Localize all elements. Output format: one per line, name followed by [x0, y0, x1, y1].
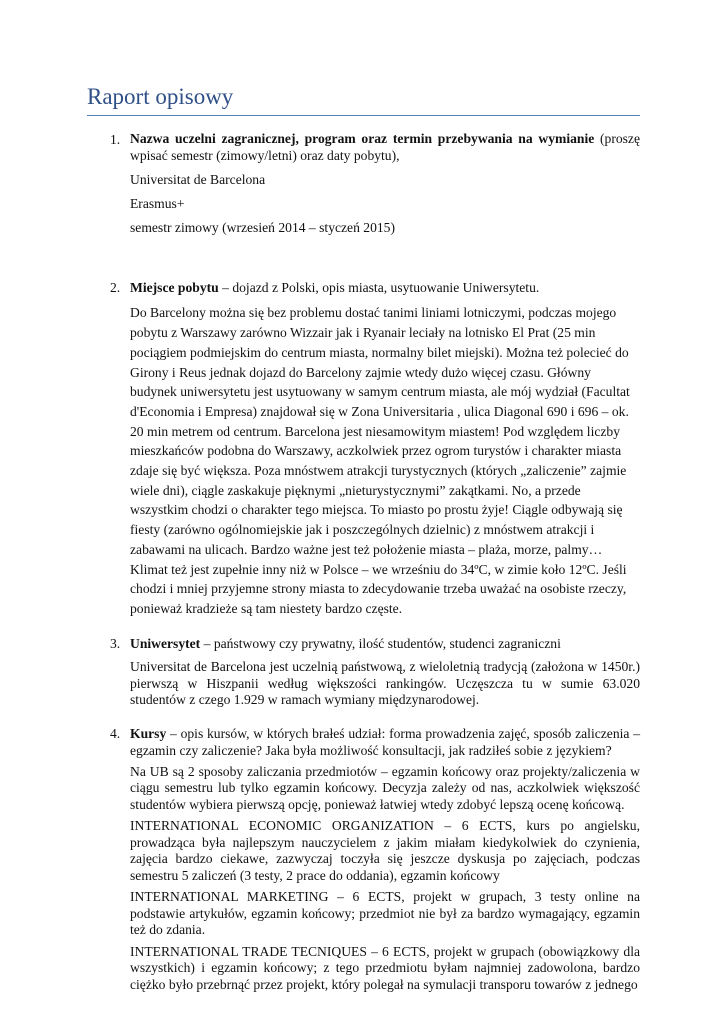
- paragraph: Universitat de Barcelona jest uczelnią państwową, z wieloletnią tradycją (założona w 1450r.) pierwszą w Hiszpanii według większości rankingów. Uczęszcza tu w sumie 63.020 studentów z czego 1.929 w ramach wymiany międzynarodowej.: [130, 659, 640, 708]
- paragraph: Na UB są 2 sposoby zaliczania przedmiotów – egzamin końcowy oraz projekty/zaliczenia w ciągu semestru lub tylko egzamin końcowy. Decyzja zależy od nas, aczkolwiek większość studentów wybiera pierwszą opcję, ponieważ łatwiej wtedy zdobyć lepszą ocenę końcową.: [130, 763, 640, 812]
- paragraph: Do Barcelony można się bez problemu dostać tanimi liniami lotniczymi, podczas mojego pobytu z Warszawy zarówno Wizzair jak i Ryanair leciały na lotnisko El Prat (25 min pociągiem podmiejskim do centrum miasta, normalny bilet miejski). Można też polecieć do Girony i Reus jednak dojazd do Barcelony zajmie wtedy dużo więcej czasu. Główny budynek uniwersytetu jest usytuowany w samym centrum miasta, ale mój wydział (Facultat d'Economia i Empresa) znajdował się w Zona Universitaria , ulica Diagonal 690 i 696 – ok. 20 min metrem od centrum. Barcelona jest niesamowitym miastem! Pod względem liczby mieszkańców podobna do Warszawy, aczkolwiek przez ogrom turystów i charakter miasta zdaje się być większa. Poza mnóstwem atrakcji turystycznych (których „zaliczenie” zajmie wiele dni), ciągle zaskakuje pięknymi „nieturystycznymi” zakątkami. No, a przede wszystkim chodzi o charakter tego miejsca. To miasto po prostu żyje! Ciągle odbywają się fiesty (zarówno ogólnomiejskie jak i poszczególnych dzielnic) z mnóstwem atrakcji i zabawami na ulicach. Bardzo ważne jest też położenie miasta – plaża, morze, palmy… Klimat też jest zupełnie inny niż w Polsce – we wrześniu do 34ºC, w zimie koło 12ºC. Jeśli chodzi i mniej przyjemne strony miasta to zdecydowanie trzeba uważać na osobiste rzeczy, ponieważ kradzieże są tam niestety bardzo częste.: [130, 305, 630, 616]
- paragraph: INTERNATIONAL TRADE TECNIQUES – 6 ECTS, projekt w grupach (obowiązkowy dla wszystkich) i egzamin końcowy; z tego przedmiotu byłam najmniej zadowolona, bardzo ciężko było przebrnąć przez projekt, który polegał na symulacji transporu towarów z jednego: [130, 943, 640, 992]
- section-heading: [130, 635, 640, 653]
- section-number: 2.: [110, 280, 121, 295]
- document-body: [88, 131, 640, 993]
- section-number: 3.: [110, 635, 121, 651]
- paragraph: semestr zimowy (wrzesień 2014 – styczeń 2015): [130, 220, 396, 235]
- section-heading-bold: Nazwa uczelni zagranicznej, program oraz termin przebywania na wymianie: [130, 131, 595, 146]
- section-heading-rest: – dojazd z Polski, opis miasta, usytuowanie Uniwersytetu.: [218, 280, 540, 295]
- section-heading-rest: (proszę wpisać semestr (zimowy/letni) oraz daty pobytu),: [130, 131, 640, 163]
- section-3: [88, 635, 640, 709]
- section-heading-bold: Kursy: [130, 725, 167, 741]
- paragraph: Universitat de Barcelona: [130, 172, 266, 187]
- paragraph: INTERNATIONAL MARKETING – 6 ECTS, projekt w grupach, 3 testy online na podstawie artykułów, egzamin końcowy; przedmiot nie był za bardzo wymagający, egzamin też do zdania.: [130, 889, 640, 938]
- paragraph: Erasmus+: [130, 196, 185, 211]
- section-1: [88, 131, 640, 236]
- section-heading-bold: Uniwersytet: [130, 635, 201, 651]
- section-heading: [130, 279, 640, 297]
- title-underline: [87, 115, 640, 116]
- section-heading: [130, 131, 640, 164]
- section-number: 4.: [110, 725, 121, 741]
- section-heading-rest: – państwowy czy prywatny, ilość studentów, studenci zagraniczni: [200, 635, 561, 651]
- section-2: [88, 279, 640, 619]
- section-heading-rest: – opis kursów, w których brałeś udział: forma prowadzenia zajęć, sposób zaliczenia – egzamin czy zaliczenie? Jaka była możliwość konsultacji, jak radziłeś sobie z językiem?: [130, 725, 640, 758]
- paragraph: INTERNATIONAL ECONOMIC ORGANIZATION – 6 ECTS, kurs po angielsku, prowadząca była najlepszym nauczycielem z jakim miałam kiedykolwiek do czynienia, zajęcia bardzo ciekawe, zazwyczaj toczyła się jeszcze dyskusja po zajęciach, podczas semestru 5 zaliczeń (3 testy, 2 prace do oddania), egzamin końcowy: [130, 818, 640, 883]
- section-heading: [130, 725, 640, 759]
- section-number: 1.: [110, 132, 121, 147]
- section-4: [88, 725, 640, 994]
- page-title: Raport opisowy: [87, 84, 234, 109]
- section-heading-bold: Miejsce pobytu: [130, 280, 219, 295]
